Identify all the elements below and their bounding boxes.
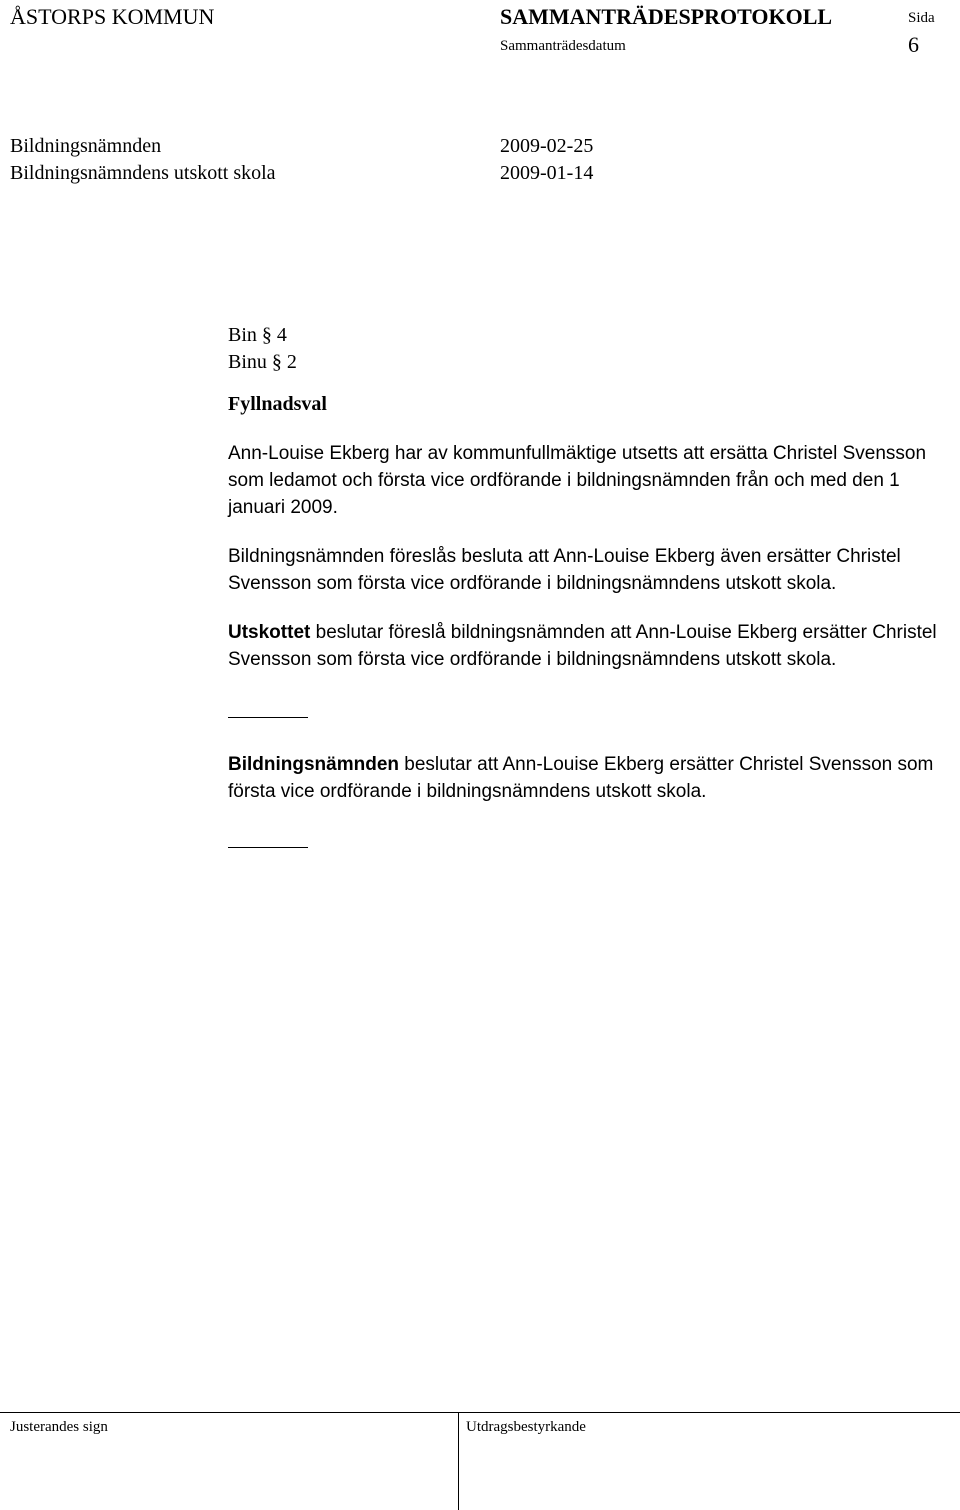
- meeting-date-2: 2009-01-14: [500, 162, 594, 184]
- section-reference-binu: Binu § 2: [228, 351, 297, 373]
- committee-decision-text: beslutar föreslå bildningsnämnden att Ann-Louise Ekberg ersätter Christel Svensson som första vice ordförande i bildningsnämndens utskott skola.: [228, 622, 937, 670]
- paragraph-background: Ann-Louise Ekberg har av kommunfullmäktige utsetts att ersätta Christel Svensson som ledamot och första vice ordförande i bildningsnämnden från och med den 1 januari 2009.: [228, 443, 927, 518]
- document-type-title: SAMMANTRÄDESPROTOKOLL: [500, 4, 833, 29]
- paragraph-proposal: Bildningsnämnden föreslås besluta att Ann-Louise Ekberg även ersätter Christel Svensson som första vice ordförande i bildningsnämndens utskott skola.: [228, 546, 901, 594]
- paragraph-committee-decision: [228, 619, 948, 673]
- meeting-date-label: Sammanträdesdatum: [500, 38, 626, 54]
- board-decision-lead: Bildningsnämnden: [228, 754, 399, 775]
- board-decision-text: beslutar att Ann-Louise Ekberg ersätter Christel Svensson som första vice ordförande i bildningsnämndens utskott skola.: [228, 754, 934, 802]
- meeting-body-1: Bildningsnämnden: [10, 135, 162, 157]
- meeting-body-2: Bildningsnämndens utskott skola: [10, 162, 276, 184]
- committee-decision-lead: Utskottet: [228, 622, 311, 643]
- extract-certification-label: Utdragsbestyrkande: [466, 1419, 586, 1435]
- section-reference-bin: Bin § 4: [228, 324, 287, 346]
- separator-rule: [228, 717, 308, 718]
- page-label: Sida: [908, 10, 935, 26]
- adjuster-signature-label: Justerandes sign: [10, 1419, 108, 1435]
- paragraph-board-decision: [228, 751, 948, 805]
- organization-name: ÅSTORPS KOMMUN: [10, 4, 215, 29]
- meeting-date-1: 2009-02-25: [500, 135, 594, 157]
- protocol-content: [228, 322, 948, 848]
- footer-divider: [458, 1412, 459, 1510]
- page-number: 6: [908, 32, 919, 57]
- section-heading: Fyllnadsval: [228, 393, 327, 415]
- separator-rule-end: [228, 847, 308, 848]
- footer-rule: [0, 1412, 960, 1413]
